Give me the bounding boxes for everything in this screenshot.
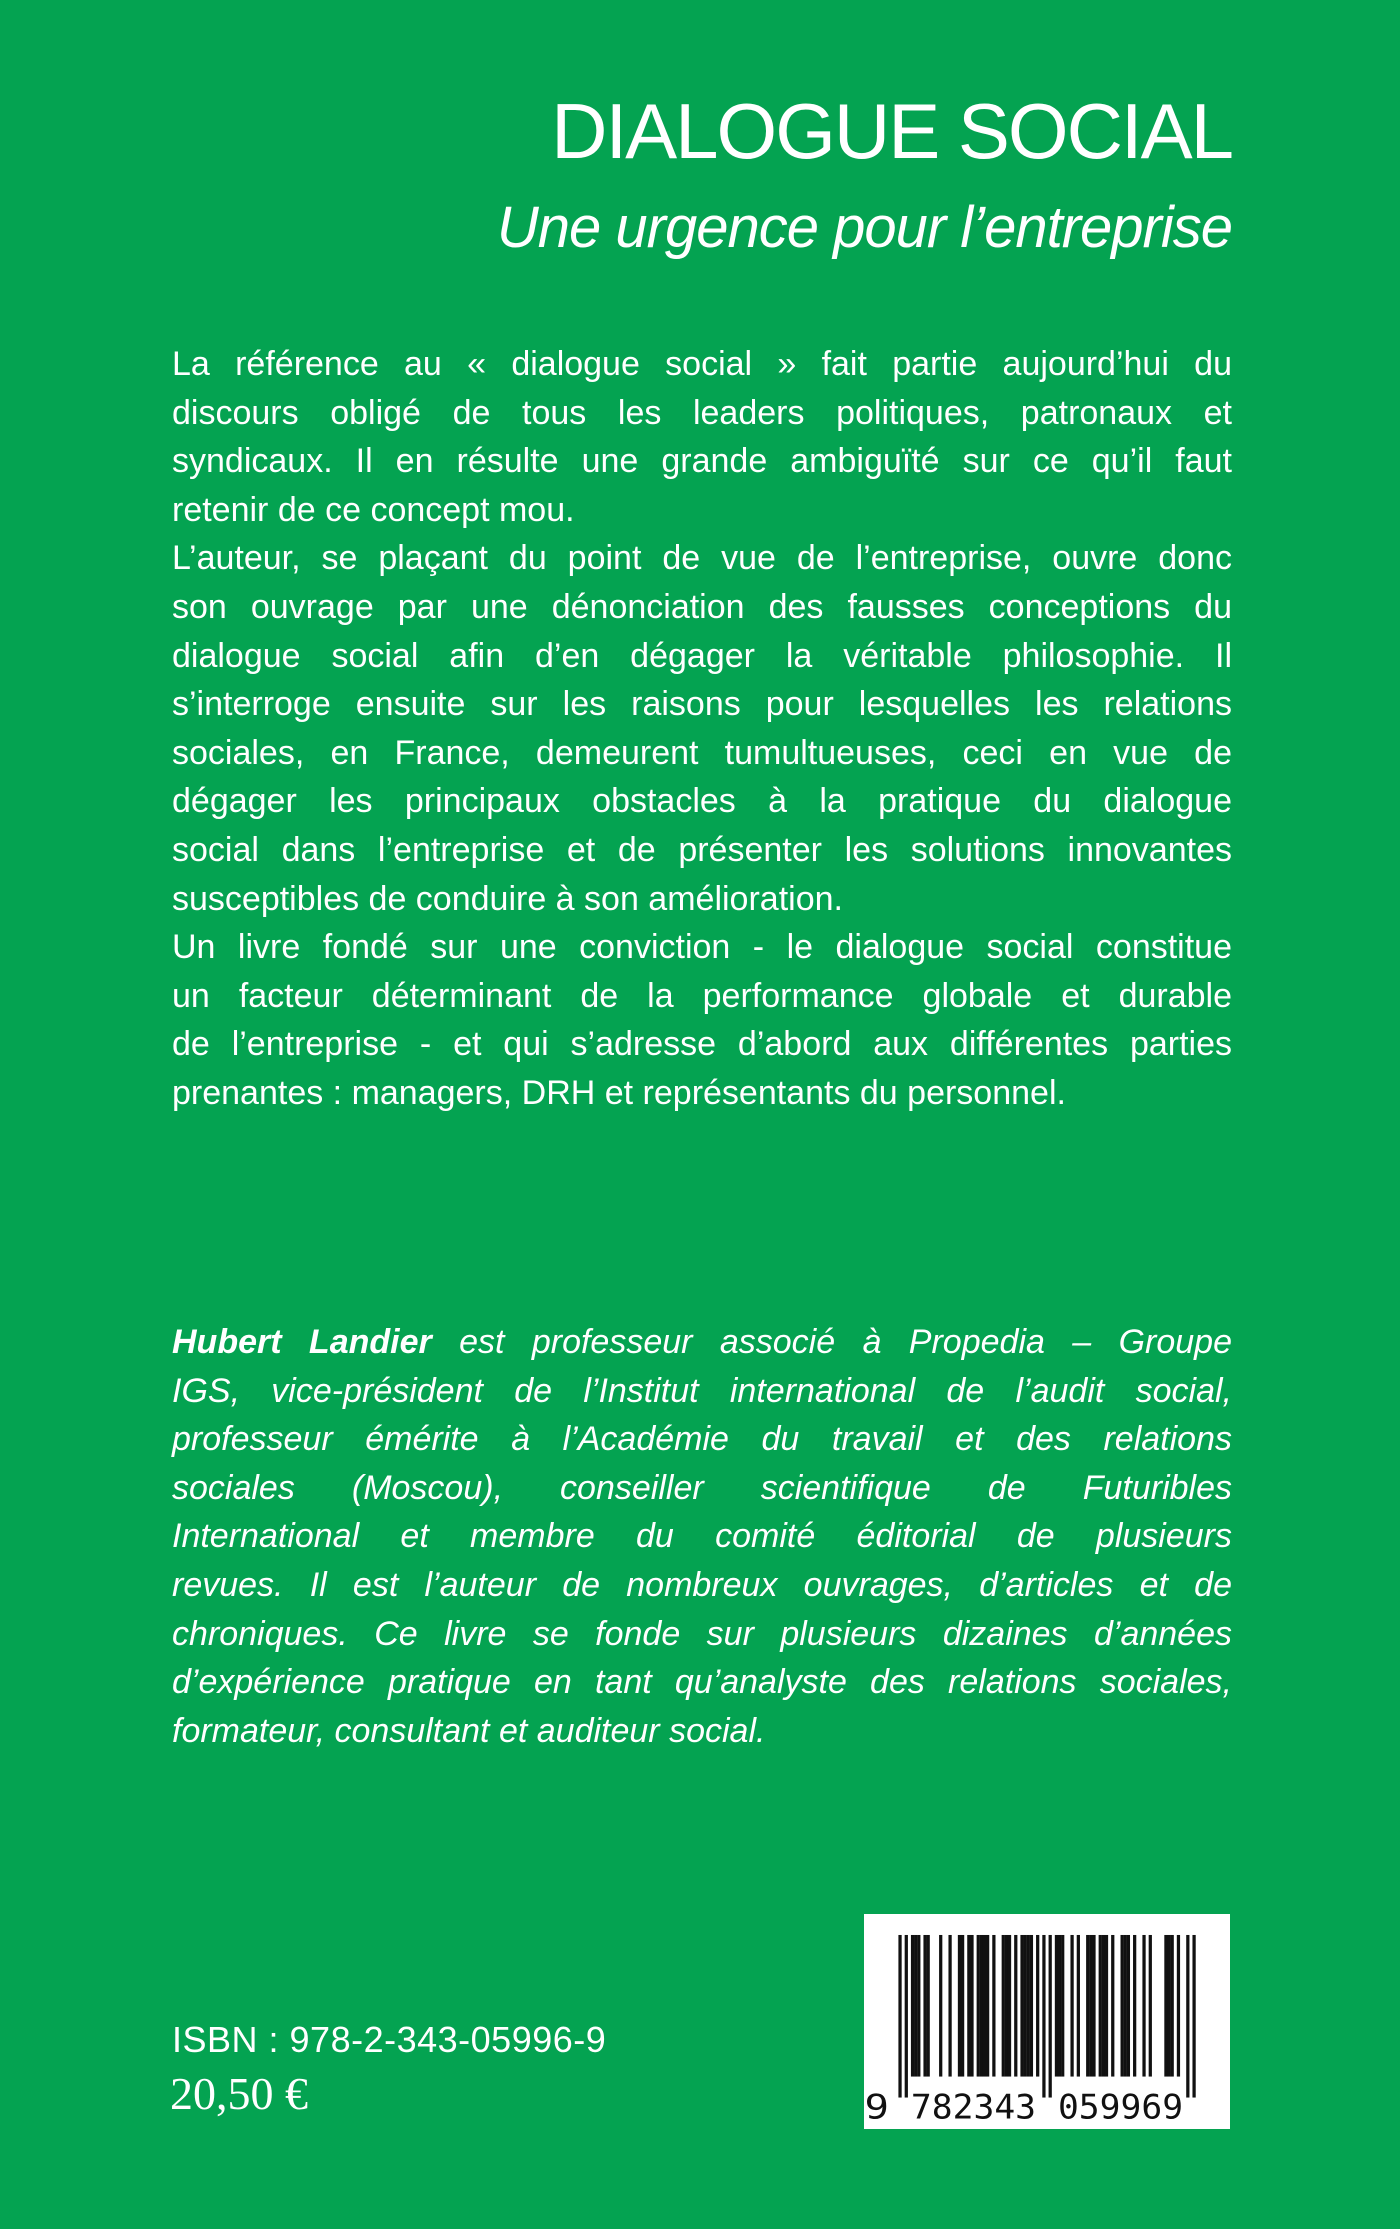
book-subtitle: Une urgence pour l’entreprise bbox=[496, 195, 1232, 260]
svg-text:9: 9 bbox=[864, 2086, 890, 2127]
synopsis-line: Un livre fondé sur une conviction - le dialogue social constitue bbox=[172, 928, 1232, 967]
author-bio-text bbox=[172, 1318, 1232, 1755]
bio-line: d’expérience pratique en tant qu’analyste des relations sociales, bbox=[172, 1663, 1232, 1702]
synopsis-line: s’interroge ensuite sur les raisons pour lesquelles les relations bbox=[172, 685, 1232, 724]
synopsis-line: syndicaux. Il en résulte une grande ambiguïté sur ce qu’il faut bbox=[172, 442, 1232, 481]
svg-text:059969: 059969 bbox=[1057, 2086, 1184, 2127]
synopsis-line: retenir de ce concept mou. bbox=[172, 490, 575, 529]
synopsis-line: La référence au « dialogue social » fait partie aujourd’hui du bbox=[172, 345, 1232, 383]
synopsis-line: social dans l’entreprise et de présenter les solutions innovantes bbox=[172, 830, 1232, 869]
synopsis-line: dialogue social afin d’en dégager la véritable philosophie. Il bbox=[172, 636, 1232, 675]
synopsis-line: discours obligé de tous les leaders politiques, patronaux et bbox=[172, 393, 1232, 432]
isbn-label: ISBN : 978-2-343-05996-9 bbox=[172, 2019, 607, 2060]
author-name: Hubert Landier bbox=[172, 1323, 432, 1361]
synopsis-line: dégager les principaux obstacles à la pratique du dialogue bbox=[172, 782, 1232, 821]
bio-line: International et membre du comité éditorial de plusieurs bbox=[172, 1517, 1232, 1556]
synopsis-text bbox=[172, 340, 1232, 1118]
bio-line: formateur, consultant et auditeur social. bbox=[172, 1711, 766, 1750]
bio-line: chroniques. Ce livre se fonde sur plusieurs dizaines d’années bbox=[172, 1614, 1232, 1653]
synopsis-line: prenantes : managers, DRH et représentants du personnel. bbox=[172, 1073, 1066, 1112]
bio-line: revues. Il est l’auteur de nombreux ouvrages, d’articles et de bbox=[172, 1565, 1232, 1604]
ean13-barcode bbox=[864, 1914, 1230, 2129]
synopsis-line: un facteur déterminant de la performance globale et durable bbox=[172, 976, 1232, 1015]
bio-line: IGS, vice-président de l’Institut international de l’audit social, bbox=[172, 1371, 1232, 1410]
svg-text:782343: 782343 bbox=[910, 2086, 1037, 2127]
price-label: 20,50 € bbox=[170, 2068, 308, 2119]
synopsis-line: sociales, en France, demeurent tumultueuses, ceci en vue de bbox=[172, 733, 1232, 772]
bio-line: sociales (Moscou), conseiller scientifique de Futuribles bbox=[172, 1468, 1232, 1507]
synopsis-line: son ouvrage par une dénonciation des fausses conceptions du bbox=[172, 587, 1232, 626]
book-title: DIALOGUE SOCIAL bbox=[551, 87, 1232, 175]
synopsis-line: susceptibles de conduire à son amélioration. bbox=[172, 879, 843, 918]
bio-line: professeur émérite à l’Académie du travail et des relations bbox=[172, 1420, 1232, 1459]
synopsis-line: L’auteur, se plaçant du point de vue de l’entreprise, ouvre donc bbox=[172, 539, 1232, 578]
synopsis-line: de l’entreprise - et qui s’adresse d’abord aux différentes parties bbox=[172, 1025, 1232, 1064]
bio-line: Hubert Landier est professeur associé à Propedia – Groupe bbox=[172, 1323, 1232, 1361]
